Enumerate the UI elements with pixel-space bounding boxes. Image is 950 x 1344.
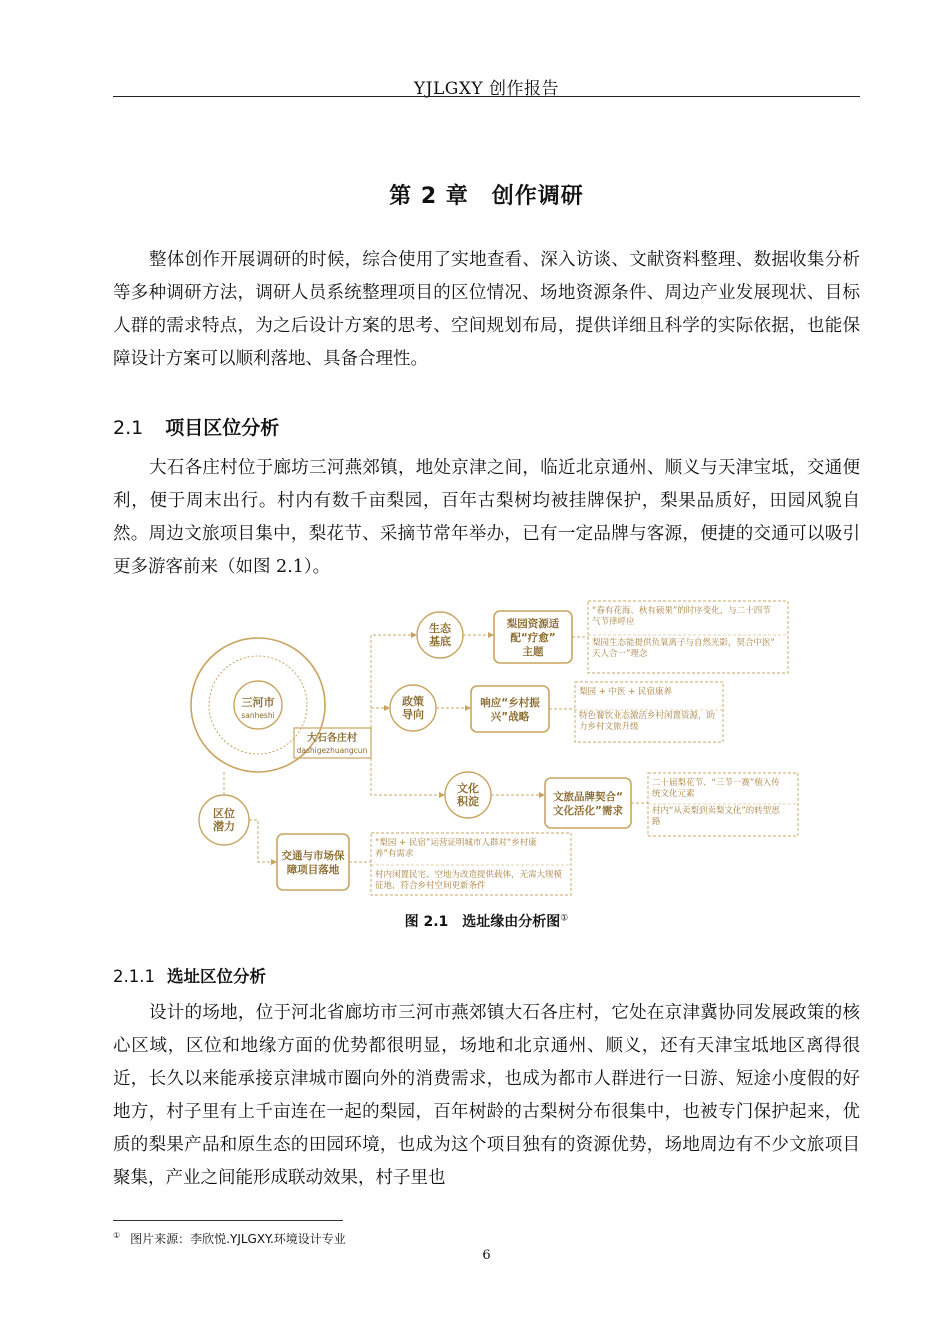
section-heading-2-1-1 <box>113 963 266 987</box>
connector-root-target <box>249 820 277 862</box>
target-box-label: 兴”战略 <box>490 711 530 723</box>
note-text: “春有花海、秋有硕果”的时序变化，与二十四节 <box>592 606 771 616</box>
city-pinyin: sanheshi <box>241 711 275 720</box>
target-box-label: 障项目落地 <box>286 864 340 876</box>
note-text: 梨园 + 中医 + 民宿康养 <box>579 687 673 697</box>
note-text: 梨园生态能提供负氧离子与自然光影，契合中医“ <box>592 638 775 648</box>
footnote <box>113 1230 346 1247</box>
intro-paragraph: 整体创作开展调研的时候，综合使用了实地查看、深入访谈、文献资料整理、数据收集分析等多种调研方法，调研人员系统整理项目的区位情况、场地资源条件、周边产业发展现状、目标人群的需求特点，为之后设计方案的思考、空间规划布局，提供详细且科学的实际依据，也能保障设计方案可以顺利落地、具备合理性。 <box>113 250 860 369</box>
page-number: 6 <box>482 1248 491 1263</box>
target-box-label: 文化活化”需求 <box>553 805 623 817</box>
note-text: 天人合一”理念 <box>592 649 648 659</box>
branch-node-label: 政策 <box>402 695 424 708</box>
target-box-label: 响应“乡村振 <box>480 697 540 709</box>
note-dividers <box>371 635 798 865</box>
target-box-label: 配“疗愈” <box>510 632 556 644</box>
city-name: 三河市 <box>241 696 275 709</box>
section-2-1-paragraph: 大石各庄村位于廊坊三河燕郊镇，地处京津之间，临近北京通州、顺义与天津宝坻，交通便利，便于周末出行。村内有数千亩梨园，百年古梨树均被挂牌保护，梨果品质好，田园风貌自然。周边文旅项目集中，梨花节、采摘节常年举办，已有一定品牌与客源，便捷的交通可以吸引更多游客前来（如图 2.1）。 <box>113 458 860 577</box>
target-box-3 <box>545 778 631 828</box>
figure-caption-note: ① <box>560 913 569 924</box>
root-node-label: 区位 <box>213 807 235 820</box>
header-rule <box>113 96 860 97</box>
section-heading-2-1 <box>113 413 279 440</box>
subsection-number: 2.1.1 <box>113 967 155 986</box>
note-text: 养”有需求 <box>375 849 414 859</box>
target-box-label: 文旅品牌契合“ <box>553 791 623 803</box>
footnote-mark: ① <box>113 1231 121 1240</box>
note-text: 特色餐饮业态激活乡村闲置资源，助 <box>579 711 716 721</box>
village-name: 大石各庄村 <box>307 733 357 744</box>
branch-node-label: 基底 <box>429 635 451 648</box>
section-title: 项目区位分析 <box>165 417 280 439</box>
section-number: 2.1 <box>113 417 144 439</box>
chapter-title: 第 2 章 创作调研 <box>389 184 584 209</box>
target-box-label: 交通与市场保 <box>281 850 345 862</box>
note-text: 路 <box>652 817 661 827</box>
target-box-label: 梨园资源适 <box>506 618 560 630</box>
note-text: 二十届梨花节、“三节一赛”植入传 <box>652 778 780 788</box>
note-text: 征地，符合乡村空间更新条件 <box>375 881 486 891</box>
note-text: “梨园 + 民宿”运营证明城市人群对“乡村康 <box>375 838 537 848</box>
note-text: 气节律呼应 <box>592 617 635 627</box>
note-text: 力乡村文旅升级 <box>579 722 639 732</box>
branch-node-label: 生态 <box>429 622 451 635</box>
figure-caption-text: 图 2.1 选址缘由分析图 <box>404 914 561 930</box>
note-text: 村内闲置民宅、空地为改造提供载体，无需大规模 <box>375 870 563 880</box>
subsection-title: 选址区位分析 <box>166 967 266 986</box>
connector-culture <box>371 743 445 795</box>
target-box-label: 主题 <box>522 646 544 658</box>
target-box-2 <box>471 686 549 732</box>
site-selection-diagram <box>188 598 808 898</box>
figure-caption <box>113 911 860 931</box>
footnote-rule <box>113 1220 343 1221</box>
page-header: YJLGXY 创作报告 <box>413 79 560 99</box>
target-box-4 <box>277 834 349 890</box>
note-text: 统文化元素 <box>652 789 695 799</box>
village-pinyin: dashigezhuangcun <box>296 746 368 755</box>
branch-node-label: 积淀 <box>457 795 479 808</box>
footnote-text: 图片来源：李欣悦.YJLGXY.环境设计专业 <box>130 1232 346 1246</box>
connector-ecology <box>371 635 417 743</box>
note-text: 村内“从卖梨到卖梨文化”的转型思 <box>652 806 780 816</box>
root-node-label: 潜力 <box>213 820 235 833</box>
branch-node-label: 导向 <box>402 708 424 721</box>
branch-node-label: 文化 <box>457 782 479 795</box>
section-2-1-1-paragraph: 设计的场地，位于河北省廊坊市三河市燕郊镇大石各庄村，它处在京津冀协同发展政策的核心区域，区位和地缘方面的优势都很明显，场地和北京通州、顺义，还有天津宝坻地区离得很近，长久以来能承接京津城市圈向外的消费需求，也成为都市人群进行一日游、短途小度假的好地方，村子里有上千亩连在一起的梨园，百年树龄的古梨树分布很集中，也被专门保护起来，优质的梨果产品和原生态的田园环境，也成为这个项目独有的资源优势，场地周边有不少文旅项目聚集，产业之间能形成联动效果，村子里也 <box>113 1003 860 1188</box>
